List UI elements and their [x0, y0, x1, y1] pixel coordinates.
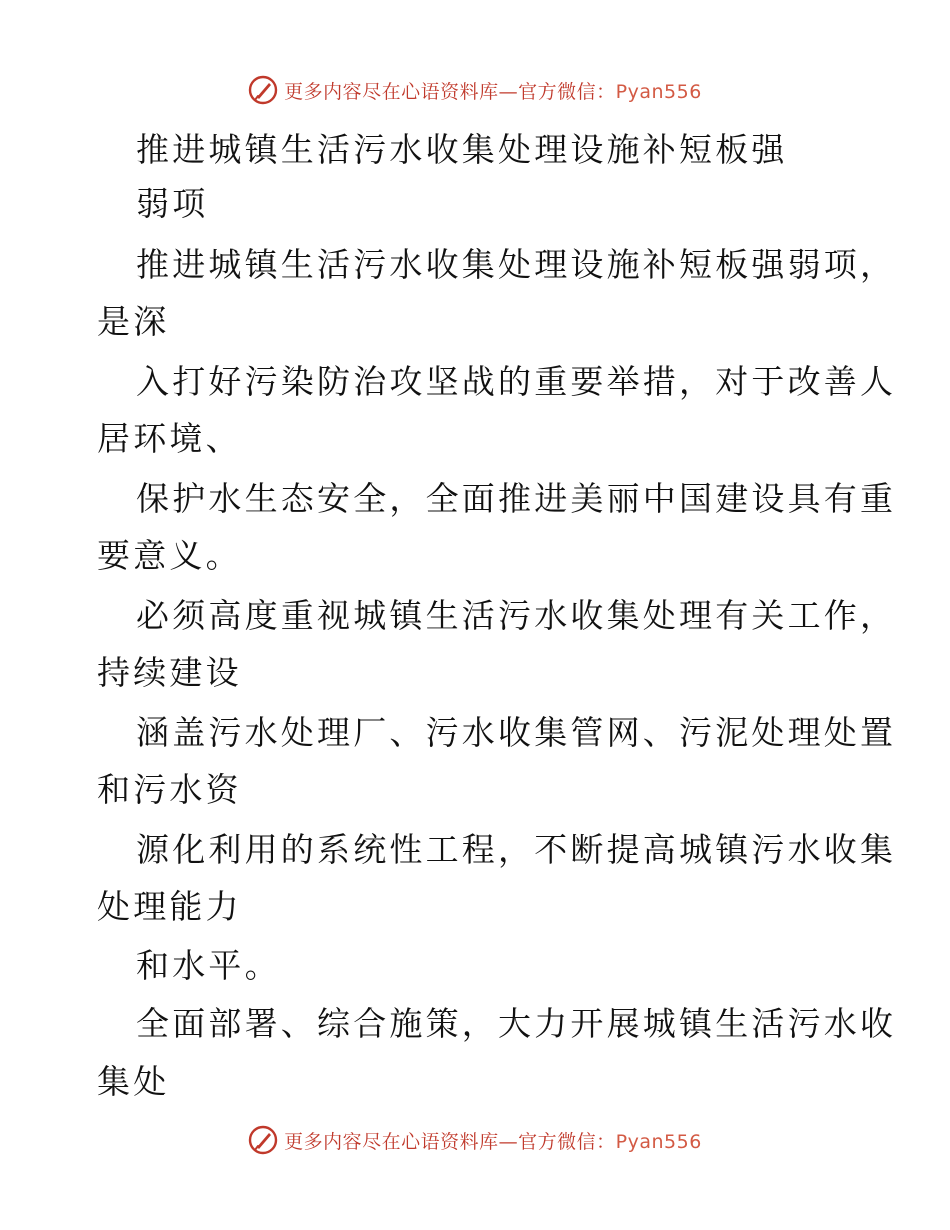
text-line: 是深	[97, 302, 170, 341]
text-line: 弱项	[136, 184, 209, 223]
watermark-label: 更多内容尽在心语资料库—官方微信：	[284, 80, 616, 103]
text-line: 要意义。	[97, 536, 242, 575]
header-watermark	[0, 72, 950, 108]
text-line: 必须高度重视城镇生活污水收集处理有关工作，	[136, 596, 897, 635]
quill-pen-logo-icon	[248, 1125, 278, 1155]
text-line: 推进城镇生活污水收集处理设施补短板强弱项，	[136, 245, 897, 284]
text-line: 和水平。	[136, 946, 281, 985]
footer-watermark	[0, 1122, 950, 1158]
watermark-label: 更多内容尽在心语资料库—官方微信：	[284, 1130, 616, 1153]
text-line: 源化利用的系统性工程，不断提高城镇污水收集	[136, 830, 897, 869]
text-line: 居环境、	[97, 419, 242, 458]
text-line: 处理能力	[97, 887, 242, 926]
text-line: 入打好污染防治攻坚战的重要举措，对于改善人	[136, 362, 897, 401]
wechat-id: Pyan556	[615, 1130, 702, 1153]
text-line: 推进城镇生活污水收集处理设施补短板强	[136, 130, 788, 169]
text-line: 集处	[97, 1062, 170, 1101]
text-line: 和污水资	[97, 770, 242, 809]
quill-pen-logo-icon	[248, 75, 278, 105]
text-line: 全面部署、综合施策，大力开展城镇生活污水收	[136, 1004, 897, 1043]
text-line: 保护水生态安全，全面推进美丽中国建设具有重	[136, 479, 897, 518]
text-line: 持续建设	[97, 653, 242, 692]
watermark-text	[284, 1127, 702, 1154]
watermark-text	[284, 77, 702, 104]
text-line: 涵盖污水处理厂、污水收集管网、污泥处理处置	[136, 713, 897, 752]
wechat-id: Pyan556	[615, 80, 702, 103]
